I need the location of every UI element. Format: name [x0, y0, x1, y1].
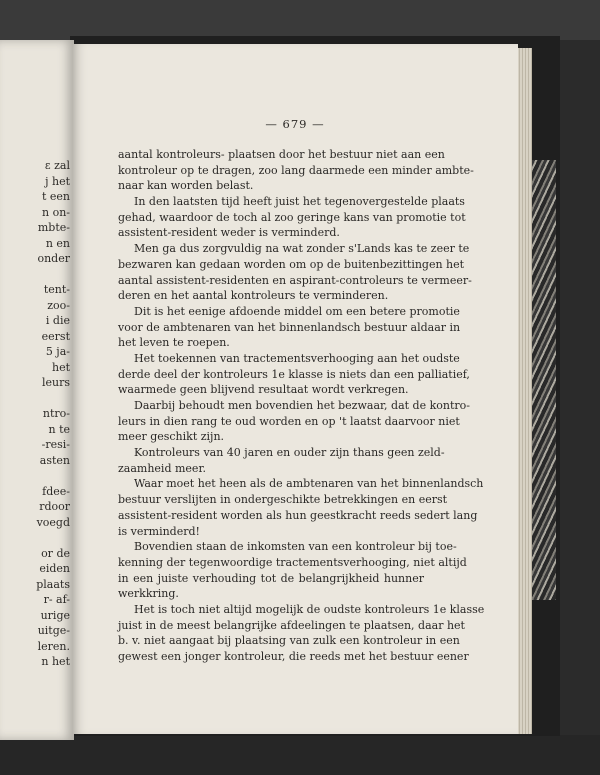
text-line: naar kan worden belast.	[118, 179, 254, 193]
right-page	[72, 44, 518, 734]
text-line: Waar moet het heen als de ambtenaren van het binnenlandsch	[134, 477, 484, 491]
text-line: meer geschikt zijn.	[118, 430, 225, 444]
text-line: in een juiste verhouding tot de belangrijkheid hunner	[118, 571, 424, 585]
left-page-fragment: tent-	[43, 283, 70, 296]
text-line: juist in de meest belangrijke afdeelingen te plaatsen, daar het	[118, 618, 465, 632]
text-line: bestuur verslijten in ondergeschikte betrekkingen en eerst	[118, 493, 448, 507]
text-line: Het is toch niet altijd mogelijk de oudste kontroleurs 1e klasse	[134, 602, 485, 616]
left-page	[0, 40, 74, 740]
left-page-fragment: or de	[41, 546, 70, 560]
text-line: derde deel der kontroleurs 1e klasse is niets dan een palliatief,	[118, 367, 470, 381]
text-line: bezwaren kan gedaan worden om op de buitenbezittingen het	[118, 257, 465, 271]
left-page-fragment	[0, 468, 70, 484]
paragraph	[118, 194, 466, 241]
text-line: voor de ambtenaren van het binnenlandsch bestuur aldaar in	[118, 320, 461, 334]
left-page-fragment	[0, 267, 70, 283]
text-line: assistent-resident weder is verminderd.	[118, 226, 340, 240]
left-page-fragment: mbte-	[37, 221, 70, 234]
left-page-fragment: n te	[48, 422, 70, 436]
left-page-text	[0, 158, 70, 670]
text-line: Dit is het eenige afdoende middel om een betere promotie	[134, 304, 460, 318]
text-line: In den laatsten tijd heeft juist het tegenovergestelde plaats	[134, 195, 465, 209]
paragraph	[118, 241, 472, 304]
text-line: kenning der tegenwoordige tractementsverhooging, niet altijd	[118, 555, 467, 569]
paragraph	[118, 445, 445, 476]
text-line: deren en het aantal kontroleurs te verminderen.	[118, 289, 389, 303]
left-page-fragment: n het	[41, 655, 70, 668]
left-page-fragment: 5 ja-	[45, 345, 70, 358]
left-page-fragment: uitge-	[37, 624, 70, 637]
text-line: werkkring.	[118, 587, 179, 601]
left-page-fragment: onder	[37, 252, 70, 265]
left-page-fragment: eerst	[41, 329, 70, 343]
text-line: aantal kontroleurs- plaatsen door het bestuur niet aan een	[118, 148, 445, 161]
text-line: gehad, waardoor de toch al zoo geringe kans van promotie tot	[118, 210, 466, 224]
text-line: aantal assistent-residenten en aspirant-controleurs te vermeer-	[118, 273, 472, 287]
text-line: is verminderd!	[118, 524, 200, 538]
text-line: waarmede geen blijvend resultaat wordt verkregen.	[118, 383, 409, 397]
paragraph	[118, 147, 474, 194]
left-page-fragment: het	[51, 360, 70, 374]
left-page-fragment: -resi-	[41, 438, 70, 451]
text-line: gewest een jonger kontroleur, die reeds met het bestuur eener	[118, 650, 469, 663]
left-page-fragment: eiden	[39, 562, 70, 575]
left-page-fragment: fdee-	[42, 484, 70, 498]
paragraph	[118, 476, 484, 539]
paragraph	[118, 602, 485, 665]
left-page-fragment: n en	[45, 236, 70, 250]
left-page-fragment: i die	[45, 314, 70, 327]
left-page-fragment: r- af-	[43, 593, 70, 606]
paragraph	[118, 304, 461, 351]
paragraph	[118, 351, 470, 398]
page-number: — 679 —	[265, 117, 325, 131]
left-page-fragment: ntro-	[42, 407, 70, 420]
text-line: Bovendien staan de inkomsten van een kontroleur bij toe-	[134, 540, 457, 554]
left-page-fragment: leren.	[37, 639, 70, 653]
text-line: Daarbij behoudt men bovendien het bezwaar, dat de kontro-	[134, 399, 470, 412]
left-page-fragment	[0, 530, 70, 546]
left-page-fragment: plaats	[36, 577, 70, 591]
text-line: leurs in dien rang te oud worden en op 't laatst daarvoor niet	[118, 414, 460, 428]
left-page-fragment	[0, 391, 70, 407]
text-line: Kontroleurs van 40 jaren en ouder zijn thans geen zeld-	[134, 446, 445, 460]
text-line: assistent-resident worden als hun geestkracht reeds sedert lang	[118, 508, 478, 522]
left-page-fragment: zoo-	[47, 298, 70, 312]
body-text	[118, 147, 485, 665]
paragraph	[118, 398, 470, 445]
left-page-fragment: urige	[40, 608, 70, 622]
left-page-fragment: t een	[41, 190, 70, 203]
left-page-fragment: ε zal	[44, 159, 70, 172]
text-line: zaamheid meer.	[118, 461, 206, 475]
text-line: Het toekennen van tractementsverhooging aan het oudste	[134, 351, 460, 365]
marbled-cover-edge	[532, 160, 556, 600]
left-page-fragment: j het	[45, 174, 70, 188]
left-page-fragment: rdoor	[39, 500, 70, 513]
background-top	[0, 0, 600, 40]
background-bottom	[0, 735, 600, 775]
text-line: b. v. niet aangaat bij plaatsing van zulk een kontroleur in een	[118, 634, 460, 648]
left-page-fragment: leurs	[41, 376, 70, 389]
paragraph	[118, 539, 467, 602]
left-page-fragment: n on-	[41, 205, 70, 219]
left-page-fragment: asten	[39, 453, 70, 467]
text-line: Men ga dus zorgvuldig na wat zonder s'Lands kas te zeer te	[134, 242, 470, 256]
left-page-fragment: voegd	[36, 515, 70, 529]
text-line: het leven te roepen.	[118, 336, 230, 350]
text-line: kontroleur op te dragen, zoo lang daarmede een minder ambte-	[118, 163, 474, 177]
